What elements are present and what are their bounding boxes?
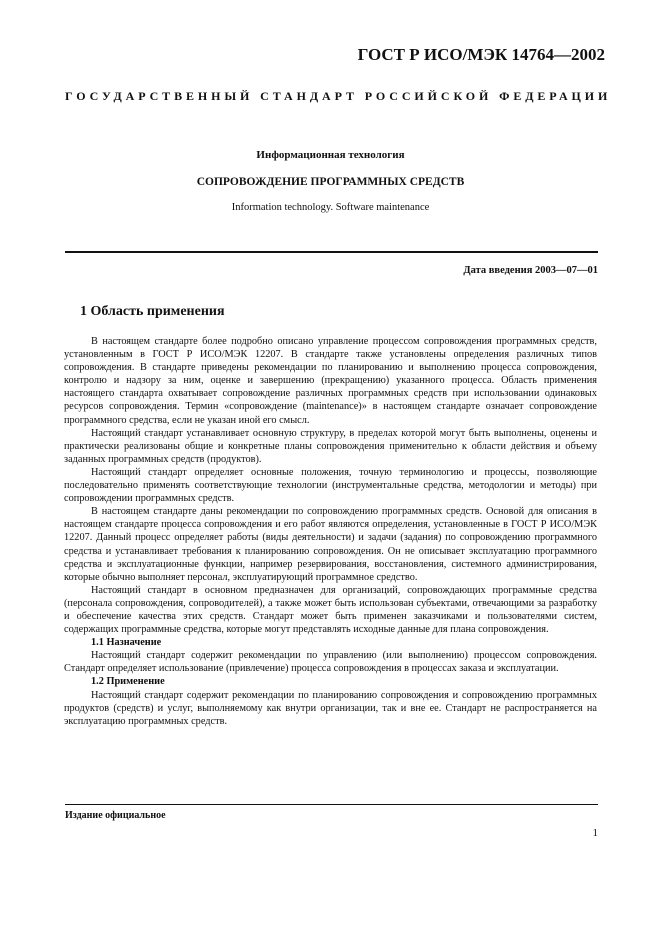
document-title-ru: СОПРОВОЖДЕНИЕ ПРОГРАММНЫХ СРЕДСТВ: [196, 176, 465, 188]
section-heading: 1 Область применения: [80, 304, 225, 319]
document-subject: Информационная технология: [256, 149, 405, 161]
paragraph: Настоящий стандарт устанавливает основную структуру, в пределах которой могут быть выполнены, оценены и практически реализованы общие и конкретные планы сопровождения применительно к области действия и объему заданных программных средств (продуктов).: [64, 427, 597, 465]
edition-label: Издание официальное: [65, 810, 166, 821]
footer-divider: [65, 804, 598, 805]
paragraph: Настоящий стандарт содержит рекомендации по планированию сопровождения и сопровождению программных продуктов (средств) и услуг, выполняемому как внутри организации, так и вне ее. Стандарт не распространяется на эксплуатацию программных средств.: [64, 689, 597, 727]
document-title-en: Information technology. Software maintenance: [231, 202, 430, 213]
introduction-date: Дата введения 2003—07—01: [463, 265, 598, 276]
paragraph: Настоящий стандарт в основном предназначен для организаций, сопровождающих программные средства (персонала сопровождения, сопроводителей), а также может быть использован субъектами, отвечающими за разработку и обеспечение качества этих средств. Стандарт может быть применен заказчиками и пользователями систем, содержащих программные средства, которые могут представлять исходные данные для плана сопровождения.: [64, 584, 597, 636]
top-divider: [65, 251, 598, 253]
page-number: 1: [592, 827, 598, 839]
subsection-heading: 1.1 Назначение: [91, 637, 162, 649]
subsection-heading: 1.2 Применение: [91, 676, 165, 688]
paragraph: В настоящем стандарте даны рекомендации по сопровождению программных средств. Основой для описания в настоящем стандарте процесса сопровождения и его работ являются определения, установленные в ГОСТ Р ИСО/МЭК 12207. Данный процесс определяет работы (виды деятельности) и задачи (задания) по сопровождению программного средства и устанавливает требования к планированию сопровождения. Он не описывает эксплуатацию программного средства и эксплуатационные функции, например резервирования, восстановления, системного администрирования, которые обычно выполняет персонал, эксплуатирующий программное средство.: [64, 506, 597, 583]
document-code: ГОСТ Р ИСО/МЭК 14764—2002: [357, 45, 605, 64]
paragraph: В настоящем стандарте более подробно описано управление процессом сопровождения программных средств, установленным в ГОСТ Р ИСО/МЭК 12207. В стандарте также установлены определения различных типов сопровождения. В стандарте приведены рекомендации по планированию и выполнению процесса сопровождения, контролю и надзору за ним, оценке и завершению (прекращению) указанного процесса. Область применения настоящего стандарта охватывает сопровождение различных программных средств при использовании одинаковых ресурсов сопровождения. Термин «сопровождение (maintenance)» в настоящем стандарте означает сопровождение программного средства, если не указан иной его смысл.: [64, 336, 597, 426]
state-standard-title: ГОСУДАРСТВЕННЫЙ СТАНДАРТ РОССИЙСКОЙ ФЕДЕРАЦИИ: [65, 89, 612, 103]
section-body: [64, 335, 597, 728]
paragraph: Настоящий стандарт определяет основные положения, точную терминологию и процессы, позволяющие последовательно применять соответствующие технологии (инструментальные средства, методологии и методы) при сопровождении программных средств.: [64, 466, 597, 505]
paragraph: Настоящий стандарт содержит рекомендации по управлению (или выполнению) процессом сопровождения. Стандарт определяет использование (привлечение) процесса сопровождения в процессах заказа и эксплуатации.: [64, 650, 597, 675]
